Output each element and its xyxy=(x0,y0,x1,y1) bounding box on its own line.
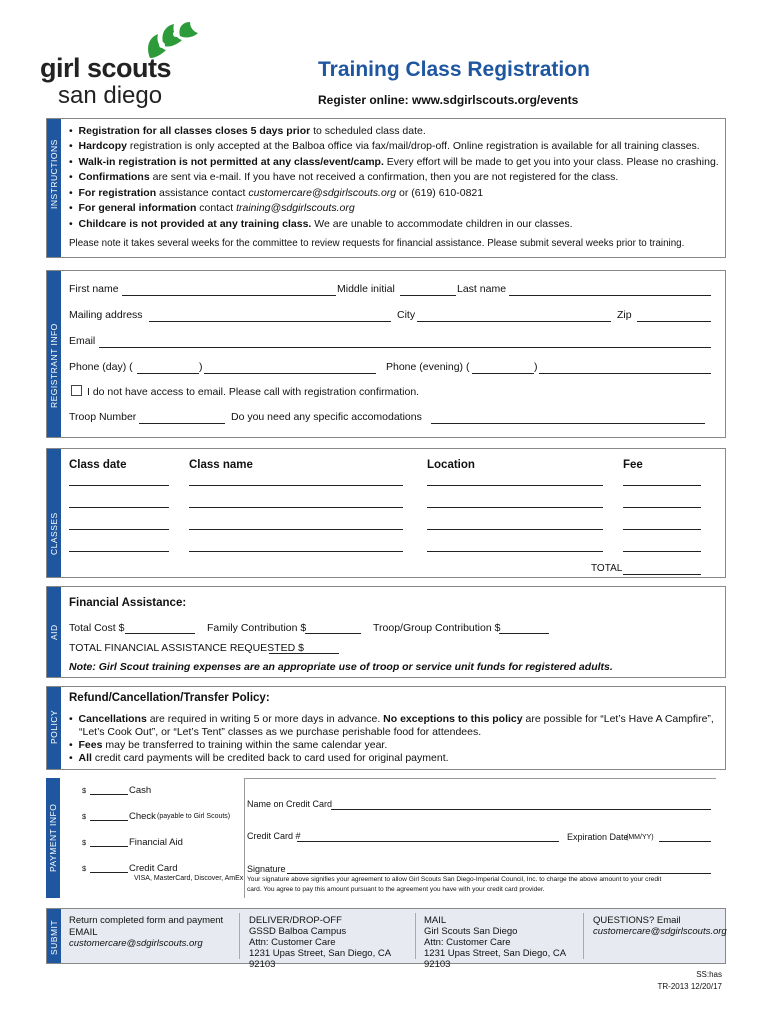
last-name-label: Last name xyxy=(457,283,507,295)
submit-email-link[interactable]: customercare@sdgirlscouts.org xyxy=(69,938,203,949)
submit-email-column xyxy=(69,915,234,949)
location-field[interactable] xyxy=(427,485,603,486)
payment-tab xyxy=(46,778,60,898)
fee-field[interactable] xyxy=(623,551,701,552)
total-requested-field[interactable] xyxy=(269,653,339,654)
mail-line: Attn: Customer Care xyxy=(424,937,511,948)
no-email-label: I do not have access to email. Please call with registration confirmation. xyxy=(87,386,420,398)
submit-instruction: Return completed form and payment xyxy=(69,915,224,926)
family-contribution-label: Family Contribution $ xyxy=(207,622,307,634)
aid-content xyxy=(69,587,715,677)
phone-evening-paren: ) xyxy=(534,361,538,373)
dropoff-label: DELIVER/DROP-OFF xyxy=(249,915,342,926)
first-name-label: First name xyxy=(69,283,119,295)
training-email-link[interactable]: training@sdgirlscouts.org xyxy=(236,202,355,214)
page-title: Training Class Registration xyxy=(318,58,590,81)
card-number-label: Credit Card # xyxy=(247,831,301,841)
location-header: Location xyxy=(427,459,475,471)
last-name-field[interactable] xyxy=(509,295,711,296)
zip-label: Zip xyxy=(617,309,632,321)
mailing-address-field[interactable] xyxy=(149,321,391,322)
policy-item: • Cancellations are required in writing 5 or more days in advance. No exceptions to this policy are possible for “Let’s Have A Campfire”, xyxy=(69,713,714,725)
total-cost-label: Total Cost $ xyxy=(69,622,125,634)
total-field[interactable] xyxy=(623,574,701,575)
submit-mail-column xyxy=(424,915,594,970)
policy-tab-label: POLICY xyxy=(49,709,59,745)
classes-section xyxy=(46,448,726,578)
check-note: (payable to Girl Scouts) xyxy=(157,813,231,820)
class-date-field[interactable] xyxy=(69,507,169,508)
expiration-field[interactable] xyxy=(659,841,711,842)
credit-card-box xyxy=(244,778,716,898)
mail-label: MAIL xyxy=(424,915,447,926)
check-dollar: $ xyxy=(82,812,87,821)
instruction-item: • Registration for all classes closes 5 days prior to scheduled class date. xyxy=(69,125,426,137)
email-label: Email xyxy=(69,335,96,347)
submit-section xyxy=(46,908,727,970)
name-on-card-label: Name on Credit Card xyxy=(247,799,333,809)
fee-header: Fee xyxy=(623,459,643,471)
class-date-field[interactable] xyxy=(69,529,169,530)
phone-day-paren: ) xyxy=(199,361,203,373)
phone-evening-area-code-field[interactable] xyxy=(472,373,534,374)
dropoff-line: Attn: Customer Care xyxy=(249,937,336,948)
submit-divider xyxy=(415,913,416,959)
cash-label: Cash xyxy=(129,785,152,796)
family-contribution-field[interactable] xyxy=(305,633,361,634)
aid-note: Note: Girl Scout training expenses are an appropriate use of troop or service unit funds for registered adults. xyxy=(69,661,613,673)
policy-item-continued: “Let’s Cook Out”, or “Let’s Tent” classes as we purchase perishable food for attendees. xyxy=(79,726,482,738)
expiration-format: (MM/YY) xyxy=(626,834,654,841)
instruction-item: • Walk-in registration is not permitted at any class/event/camp. Every effort will be made to get you into your class. Please no crashing. xyxy=(69,155,719,168)
classes-content xyxy=(69,449,715,577)
class-name-field[interactable] xyxy=(189,507,403,508)
dropoff-line: GSSD Balboa Campus xyxy=(249,926,347,937)
questions-email-link[interactable]: customercare@sdgirlscouts.org xyxy=(593,926,727,937)
cash-amount-field[interactable] xyxy=(90,794,128,795)
submit-tab xyxy=(47,909,61,963)
policy-section xyxy=(46,686,726,770)
classes-tab-label: CLASSES xyxy=(49,512,59,556)
class-name-field[interactable] xyxy=(189,485,403,486)
accepted-cards: VISA, MasterCard, Discover, AmEx xyxy=(134,875,244,882)
credit-card-label: Credit Card xyxy=(129,863,178,874)
class-date-field[interactable] xyxy=(69,485,169,486)
signature-field[interactable] xyxy=(287,873,711,874)
customercare-email-link[interactable]: customercare@sdgirlscouts.org xyxy=(248,186,397,199)
submit-questions-column xyxy=(593,915,727,937)
mail-line: 1231 Upas Street, San Diego, CA 92103 xyxy=(424,948,566,970)
policy-heading: Refund/Cancellation/Transfer Policy: xyxy=(69,692,270,704)
instruction-item: • For general information contact training@sdgirlscouts.org xyxy=(69,202,355,214)
registrant-content xyxy=(69,271,715,437)
instructions-tab-label: INSTRUCTIONS xyxy=(49,139,59,209)
signature-note-line2: card. You agree to pay this amount pursuant to the agreement you have with your credit card provider. xyxy=(247,886,545,893)
fee-field[interactable] xyxy=(623,507,701,508)
phone-day-field[interactable] xyxy=(204,373,376,374)
instructions-tab xyxy=(47,119,61,257)
policy-tab xyxy=(47,687,61,769)
instruction-item: • Childcare is not provided at any training class. We are unable to accommodate children in our classes. xyxy=(69,217,573,230)
troop-contribution-field[interactable] xyxy=(499,633,549,634)
middle-initial-field[interactable] xyxy=(400,295,456,296)
submit-divider xyxy=(583,913,584,959)
submit-dropoff-column xyxy=(249,915,419,970)
phone-day-label: Phone (day) ( xyxy=(69,361,133,373)
troop-number-label: Troop Number xyxy=(69,411,137,423)
city-label: City xyxy=(397,309,416,321)
payment-content xyxy=(68,778,716,898)
footer-initials: SS:has xyxy=(696,970,722,979)
first-name-field[interactable] xyxy=(122,295,336,296)
instruction-item: • For registration assistance contact customercare@sdgirlscouts.org or (619) 610-0821 xyxy=(69,186,484,199)
phone-evening-field[interactable] xyxy=(539,373,711,374)
payment-tab-label: PAYMENT INFO xyxy=(48,803,58,873)
submit-email-label: EMAIL xyxy=(69,927,98,938)
class-date-header: Class date xyxy=(69,459,127,471)
signature-note-line1: Your signature above signifies your agreement to allow Girl Scouts San Diego-Imperial Council, Inc. to charge the above amount to your credit xyxy=(247,876,662,883)
check-amount-field[interactable] xyxy=(90,820,128,821)
instruction-item: • Hardcopy registration is only accepted at the Balboa office via fax/mail/drop-off. Online registration is available for all training classes. xyxy=(69,140,700,152)
financial-assistance-note: Please note it takes several weeks for the committee to review requests for financial assistance. Please submit several weeks prior to training. xyxy=(69,238,685,249)
registrant-tab-label: REGISTRANT INFO xyxy=(49,323,59,409)
email-field[interactable] xyxy=(99,347,711,348)
policy-item: • Fees may be transferred to training within the same calendar year. xyxy=(69,739,388,751)
instruction-item: • Confirmations are sent via e-mail. If you have not received a confirmation, then you are not registered for the class. xyxy=(69,171,619,183)
policy-content xyxy=(69,687,715,769)
no-email-checkbox[interactable] xyxy=(71,385,82,396)
logo-text-top: girl scouts xyxy=(40,53,172,83)
submit-divider xyxy=(239,913,240,959)
mail-line: Girl Scouts San Diego xyxy=(424,926,518,937)
class-name-header: Class name xyxy=(189,459,253,471)
accommodations-field[interactable] xyxy=(431,423,705,424)
payment-section xyxy=(46,778,726,898)
accommodations-label: Do you need any specific accomodations xyxy=(231,411,422,423)
city-field[interactable] xyxy=(417,321,611,322)
registration-url[interactable]: Register online: www.sdgirlscouts.org/events xyxy=(318,93,579,107)
location-field[interactable] xyxy=(427,529,603,530)
total-requested-label: TOTAL FINANCIAL ASSISTANCE REQUESTED $ xyxy=(69,642,304,654)
class-date-field[interactable] xyxy=(69,551,169,552)
location-field[interactable] xyxy=(427,551,603,552)
mailing-address-label: Mailing address xyxy=(69,309,143,321)
check-label: Check xyxy=(129,811,156,822)
financial-aid-amount-field[interactable] xyxy=(90,846,128,847)
credit-card-amount-field[interactable] xyxy=(90,872,128,873)
middle-initial-label: Middle initial xyxy=(337,283,395,295)
logo xyxy=(40,20,200,110)
registrant-tab xyxy=(47,271,61,437)
questions-label: QUESTIONS? Email xyxy=(593,915,681,926)
card-number-field[interactable] xyxy=(297,841,559,842)
phone-day-area-code-field[interactable] xyxy=(137,373,199,374)
instructions-content xyxy=(69,119,719,257)
total-label: TOTAL xyxy=(591,563,623,574)
phone-evening-label: Phone (evening) ( xyxy=(386,361,470,373)
location-field[interactable] xyxy=(427,507,603,508)
financial-aid-label: Financial Aid xyxy=(129,837,183,848)
troop-number-field[interactable] xyxy=(139,423,225,424)
signature-label: Signature xyxy=(247,864,286,874)
logo-text-bottom: san diego xyxy=(58,82,163,109)
classes-tab xyxy=(47,449,61,577)
form-revision: TR-2013 12/20/17 xyxy=(657,982,722,991)
zip-field[interactable] xyxy=(637,321,711,322)
aid-heading: Financial Assistance: xyxy=(69,597,187,609)
financial-aid-dollar: $ xyxy=(82,838,87,847)
troop-contribution-label: Troop/Group Contribution $ xyxy=(373,622,501,634)
expiration-label: Expiration Date xyxy=(567,832,629,842)
aid-tab xyxy=(47,587,61,677)
aid-section xyxy=(46,586,726,678)
submit-tab-label: SUBMIT xyxy=(49,919,59,955)
fee-field[interactable] xyxy=(623,485,701,486)
fee-field[interactable] xyxy=(623,529,701,530)
class-name-field[interactable] xyxy=(189,551,403,552)
registrant-section xyxy=(46,270,726,438)
submit-content xyxy=(69,909,727,970)
name-on-card-field[interactable] xyxy=(331,809,711,810)
policy-item: • All credit card payments will be credited back to card used for original payment. xyxy=(69,752,449,764)
dropoff-line: 1231 Upas Street, San Diego, CA 92103 xyxy=(249,948,391,970)
total-cost-field[interactable] xyxy=(125,633,195,634)
class-name-field[interactable] xyxy=(189,529,403,530)
credit-card-dollar: $ xyxy=(82,864,87,873)
cash-dollar: $ xyxy=(82,786,87,795)
aid-tab-label: AID xyxy=(49,624,59,640)
instructions-section xyxy=(46,118,726,258)
